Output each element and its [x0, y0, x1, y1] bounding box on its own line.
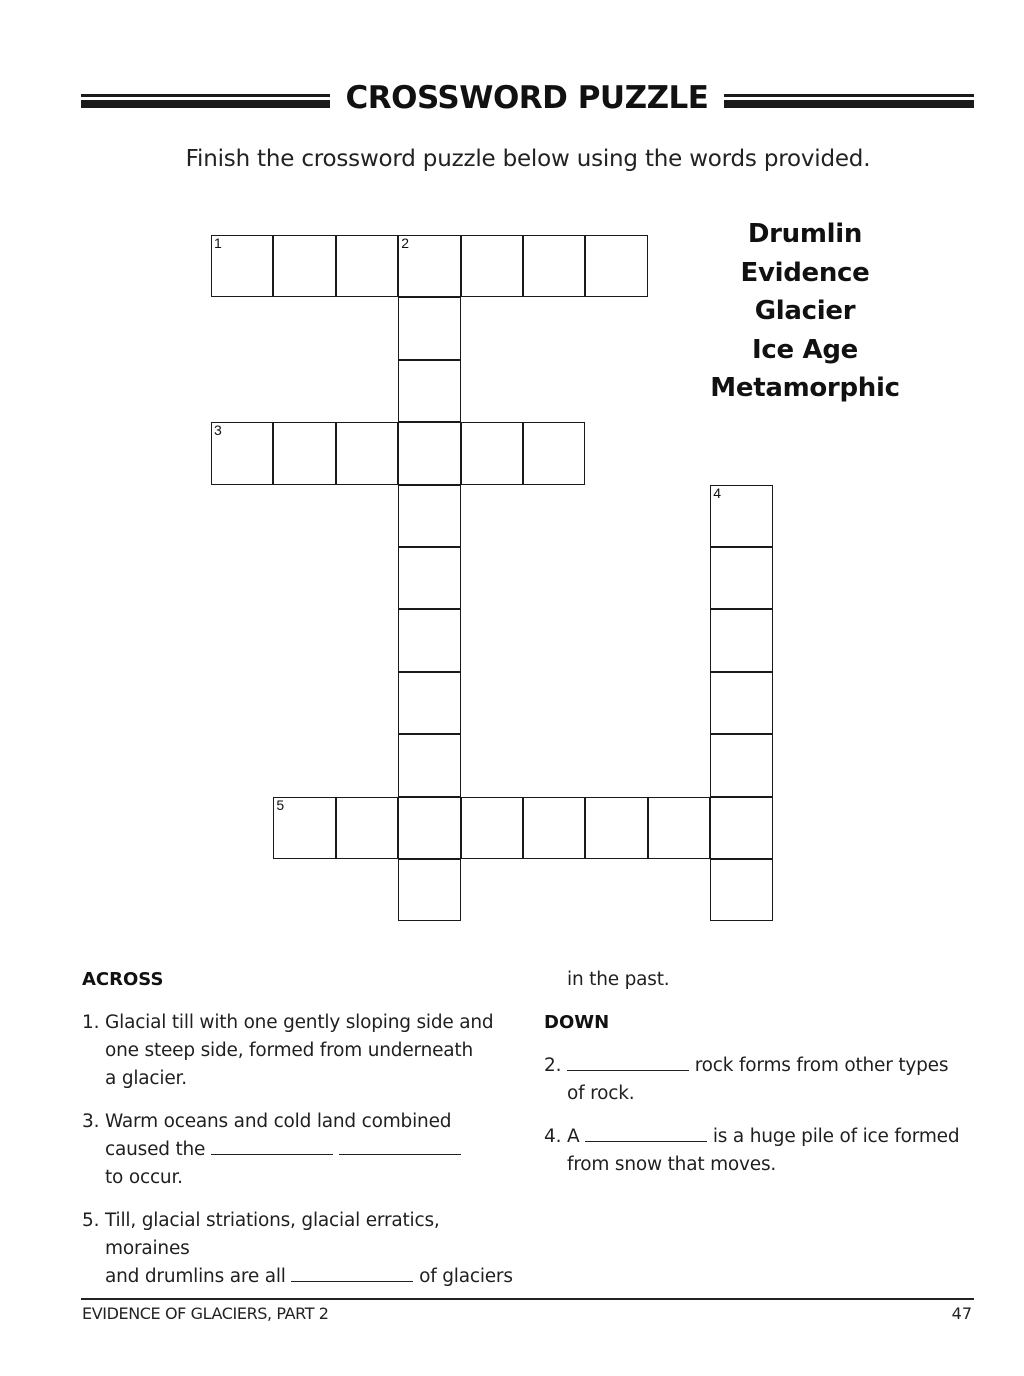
crossword-cell[interactable]	[273, 422, 335, 484]
clue-number: 4.	[544, 1126, 562, 1147]
answer-blank[interactable]	[291, 1264, 413, 1282]
clue-down-4: 4. A is a huge pile of ice formed from snow that moves.	[544, 1123, 984, 1179]
crossword-cell[interactable]	[585, 797, 647, 859]
crossword-cell[interactable]	[523, 235, 585, 297]
crossword-cell[interactable]	[398, 360, 460, 422]
across-heading: ACROSS	[82, 969, 164, 990]
crossword-cell[interactable]	[398, 734, 460, 796]
crossword-cell[interactable]	[398, 485, 460, 547]
cell-number: 1	[214, 235, 222, 251]
crossword-cell[interactable]	[336, 422, 398, 484]
cell-number: 4	[713, 484, 721, 501]
cell-number: 3	[214, 422, 222, 439]
clue-number: 1.	[82, 1012, 100, 1033]
clue-down-2: 2. rock forms from other types of rock.	[544, 1052, 984, 1108]
word-bank	[690, 215, 920, 408]
crossword-cell[interactable]	[398, 797, 460, 859]
across-clues	[82, 966, 522, 1291]
down-heading: DOWN	[544, 1012, 610, 1033]
clue-number: 3.	[82, 1111, 100, 1132]
title-rule-right	[724, 94, 974, 108]
cell-number: 2	[401, 235, 409, 251]
word-bank-item: Glacier	[754, 296, 856, 326]
word-bank-item: Evidence	[740, 257, 870, 288]
clue-number: 5.	[82, 1210, 100, 1231]
word-bank-item: Drumlin	[747, 219, 863, 249]
crossword-cell[interactable]	[461, 422, 523, 484]
answer-blank[interactable]	[339, 1137, 461, 1155]
footer-section-title: EVIDENCE OF GLACIERS, PART 2	[82, 1304, 329, 1323]
clue-across-3: 3. Warm oceans and cold land combined caused the to occur.	[82, 1108, 522, 1192]
crossword-cell[interactable]	[710, 609, 772, 671]
crossword-cell[interactable]	[523, 797, 585, 859]
clue-across-1: 1. Glacial till with one gently sloping side and one steep side, formed from underneath a glacier.	[82, 1009, 522, 1093]
crossword-cell[interactable]	[398, 859, 460, 921]
answer-blank[interactable]	[567, 1053, 689, 1071]
crossword-cell[interactable]	[398, 672, 460, 734]
crossword-cell[interactable]	[461, 235, 523, 297]
word-bank-item: Metamorphic	[710, 373, 900, 403]
crossword-cell[interactable]	[398, 547, 460, 609]
page-title: CROSSWORD PUZZLE	[345, 80, 709, 116]
clue-across-5: 5. Till, glacial striations, glacial erratics, moraines and drumlins are all of glaciers	[82, 1207, 522, 1291]
crossword-cell[interactable]	[336, 797, 398, 859]
crossword-cell[interactable]	[398, 297, 460, 359]
clue-across-5-continued: in the past.	[567, 969, 670, 990]
crossword-cell[interactable]	[710, 797, 772, 859]
answer-blank[interactable]	[211, 1137, 333, 1155]
title-rule-left	[81, 94, 330, 108]
crossword-cell[interactable]	[710, 485, 772, 547]
crossword-cell[interactable]	[211, 235, 273, 297]
page-number: 47	[951, 1304, 972, 1323]
crossword-cell[interactable]	[273, 235, 335, 297]
clue-number: 2.	[544, 1055, 562, 1076]
crossword-cell[interactable]	[336, 235, 398, 297]
crossword-cell[interactable]	[523, 422, 585, 484]
crossword-cell[interactable]	[710, 859, 772, 921]
instructions: Finish the crossword puzzle below using the words provided.	[185, 146, 871, 172]
crossword-cell[interactable]	[398, 422, 460, 484]
footer-divider	[81, 1298, 974, 1300]
crossword-cell[interactable]	[710, 672, 772, 734]
word-bank-item: Ice Age	[751, 334, 859, 365]
crossword-cell[interactable]	[710, 734, 772, 796]
crossword-cell[interactable]	[710, 547, 772, 609]
cell-number: 5	[276, 796, 285, 813]
crossword-cell[interactable]	[648, 797, 710, 859]
crossword-cell[interactable]	[585, 235, 647, 297]
crossword-cell[interactable]	[398, 235, 460, 297]
crossword-cell[interactable]	[273, 797, 335, 859]
answer-blank[interactable]	[585, 1124, 707, 1142]
down-clues	[544, 966, 984, 1179]
crossword-cell[interactable]	[461, 797, 523, 859]
crossword-cell[interactable]	[211, 422, 273, 484]
crossword-cell[interactable]	[398, 609, 460, 671]
